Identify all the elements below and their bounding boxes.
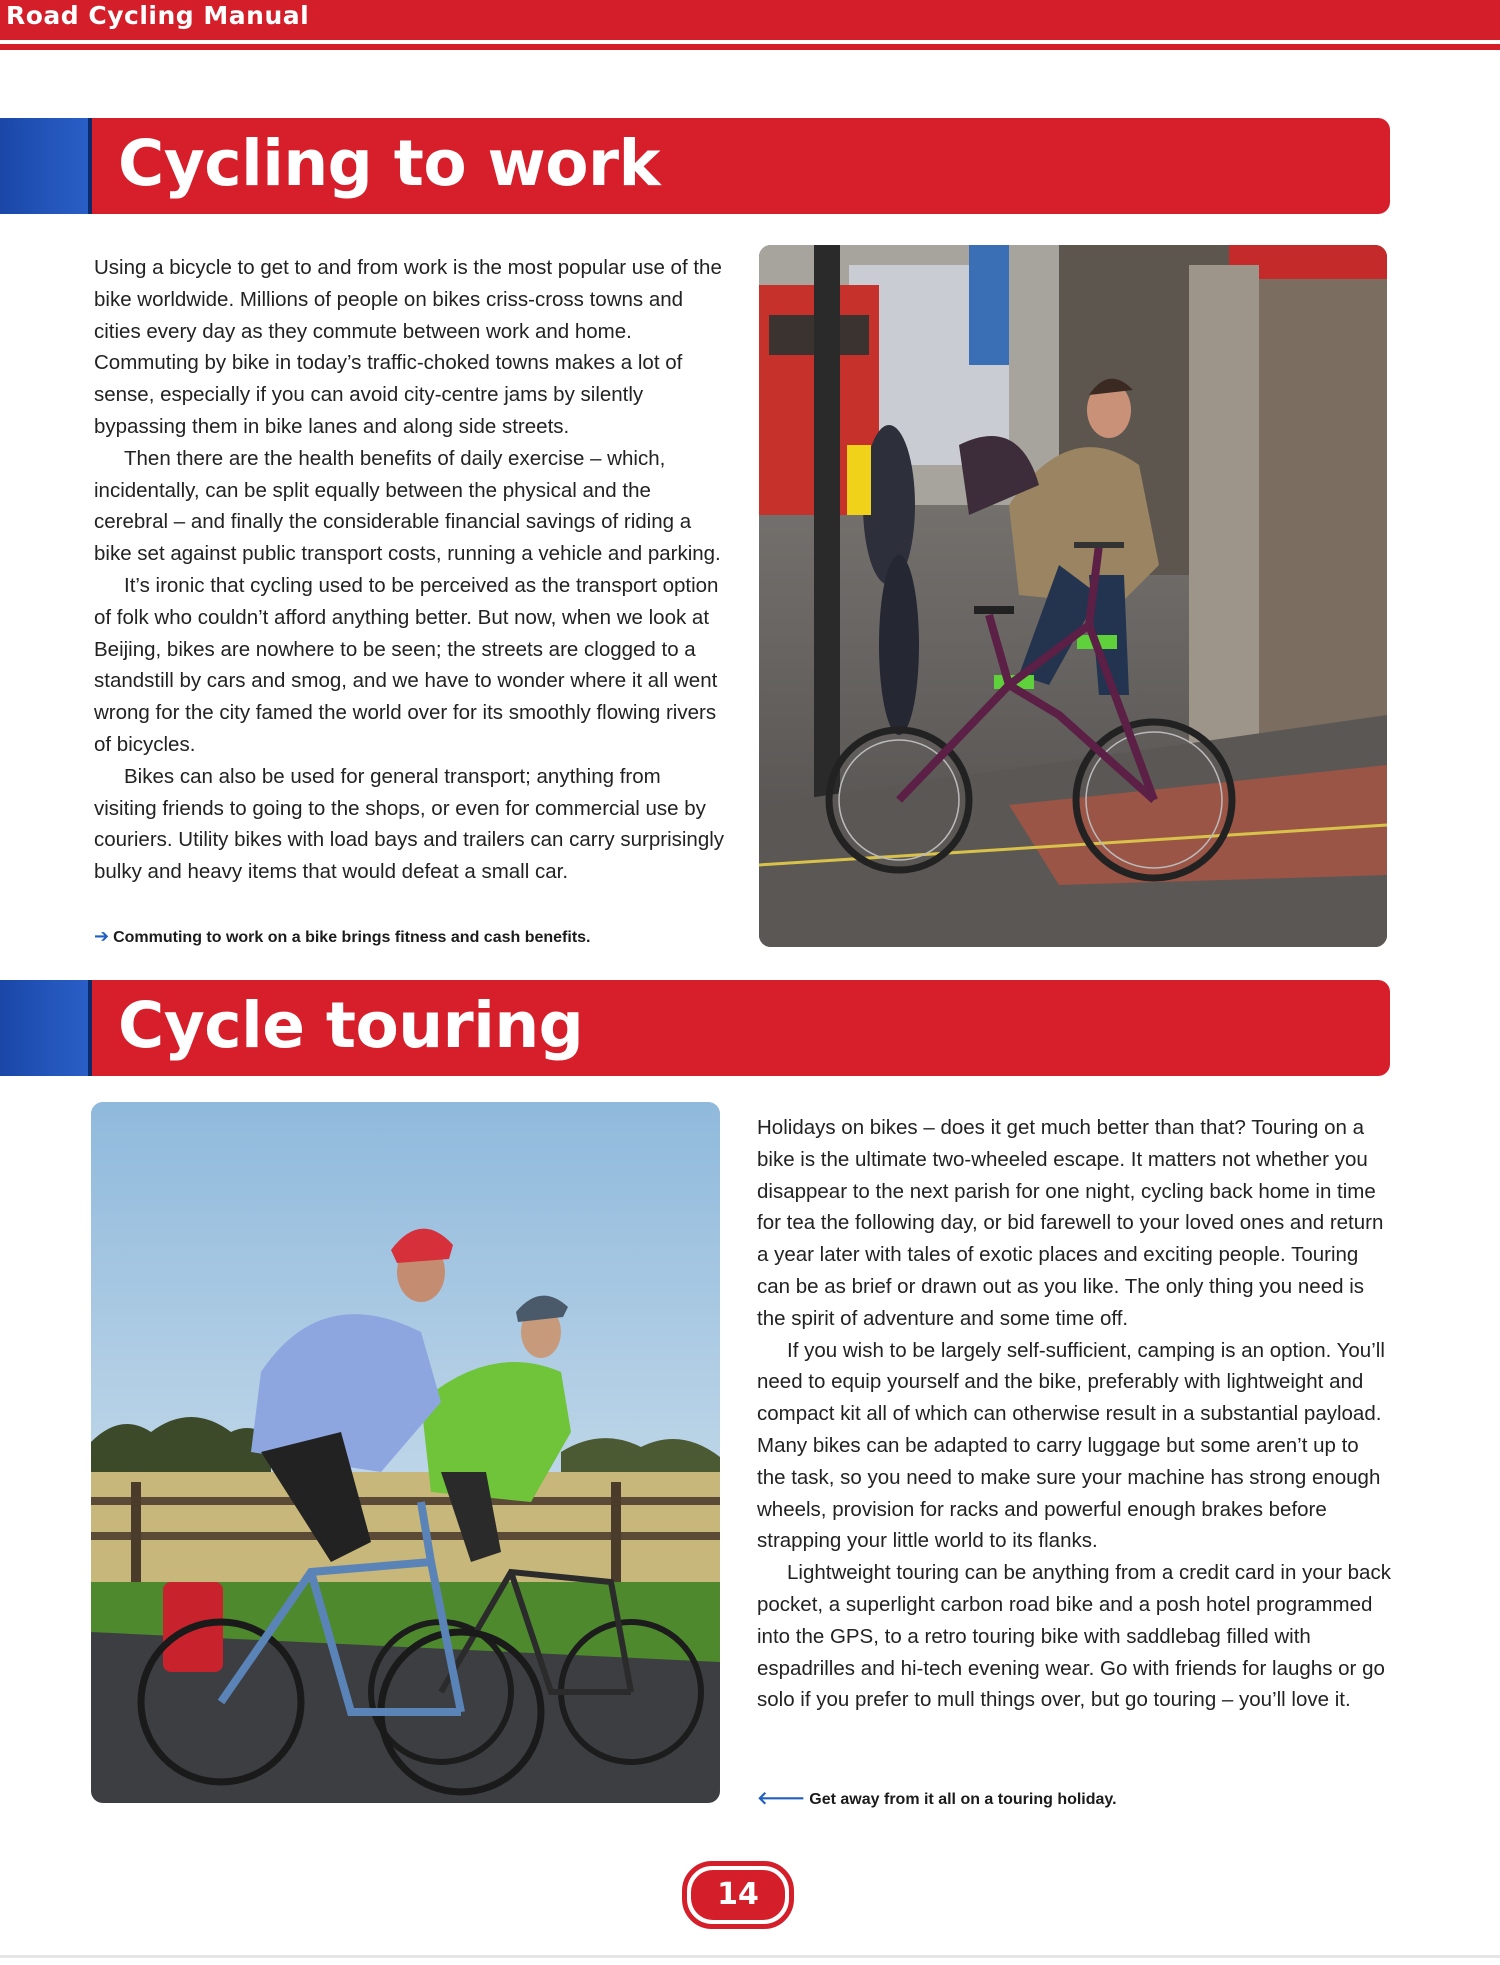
touring-illustration [91, 1102, 720, 1803]
paragraph: Bikes can also be used for general transport; anything from visiting friends to going to the shops, or even for commercial use by couriers. Utility bikes with load bays and trailers can carry surprisingly bulky and heavy items that would defeat a small car. [94, 764, 725, 884]
section-body-cycle-touring [757, 1112, 1391, 1716]
caption-text: Get away from it all on a touring holiday. [809, 1791, 1117, 1808]
paragraph: It’s ironic that cycling used to be perceived as the transport option of folk who couldn’t afford anything better. But now, when we look at Beijing, bikes are nowhere to be seen; the streets are clogged to a standstill by cars and smog, and we have to wonder where it all went wrong for the city famed the world over for its smoothly flowing rivers of bicycles. [94, 573, 719, 756]
caption-text: Commuting to work on a bike brings fitness and cash benefits. [113, 929, 591, 946]
photo-caption [757, 1788, 1117, 1809]
page-number: 14 [691, 1870, 785, 1920]
arrow-right-icon: ➔ [94, 926, 110, 946]
commuter-photo [759, 245, 1387, 947]
section-banner-cycle-touring [0, 980, 1390, 1076]
bottom-divider [0, 1955, 1500, 1958]
page-number-badge [682, 1861, 794, 1929]
photo-caption [94, 926, 591, 947]
running-header [0, 0, 1500, 40]
paragraph: If you wish to be largely self-sufficient, camping is an option. You’ll need to equip yourself and the bike, preferably with lightweight and compact kit all of which can otherwise result in a substantial payload. Many bikes can be adapted to carry luggage but some aren’t up to the task, so you need to make sure your machine has strong enough wheels, provision for racks and powerful enough brakes before strapping your little world to its flanks. [757, 1338, 1385, 1553]
touring-photo [91, 1102, 720, 1803]
running-title: Road Cycling Manual [6, 1, 310, 30]
paragraph: Holidays on bikes – does it get much better than that? Touring on a bike is the ultimate two-wheeled escape. It matters not whether you disappear to the next parish for one night, cycling back home in time for tea the following day, or bid farewell to your loved ones and return a year later with tales of exotic places and exciting people. Touring can be as brief or drawn out as you like. The only thing you need is the spirit of adventure and some time off. [757, 1116, 1384, 1330]
commuter-illustration [759, 245, 1387, 947]
arrow-left-icon: 🡐 [757, 1788, 806, 1808]
banner-blue-tab [0, 980, 88, 1076]
header-divider [0, 44, 1500, 50]
paragraph: Using a bicycle to get to and from work is the most popular use of the bike worldwide. Millions of people on bikes criss-cross towns and cities every day as they commute between work and home. Commuting by bike in today’s traffic-choked towns makes a lot of sense, especially if you can avoid city-centre jams by silently bypassing them in bike lanes and along side streets. [94, 256, 722, 438]
paragraph: Lightweight touring can be anything from a credit card in your back pocket, a superlight carbon road bike and a posh hotel programmed into the GPS, to a retro touring bike with saddlebag filled with espadrilles and hi-tech evening wear. Go with friends for laughs or go solo if you prefer to mull things over, but go touring – you’ll love it. [757, 1561, 1391, 1712]
section-banner-cycling-to-work [0, 118, 1390, 214]
section-body-cycling-to-work [94, 252, 726, 888]
section-heading: Cycle touring [118, 989, 584, 1062]
banner-blue-tab [0, 118, 88, 214]
paragraph: Then there are the health benefits of daily exercise – which, incidentally, can be split equally between the physical and the cerebral – and finally the considerable financial savings of riding a bike set against public transport costs, running a vehicle and parking. [94, 446, 721, 566]
section-heading: Cycling to work [118, 127, 660, 200]
